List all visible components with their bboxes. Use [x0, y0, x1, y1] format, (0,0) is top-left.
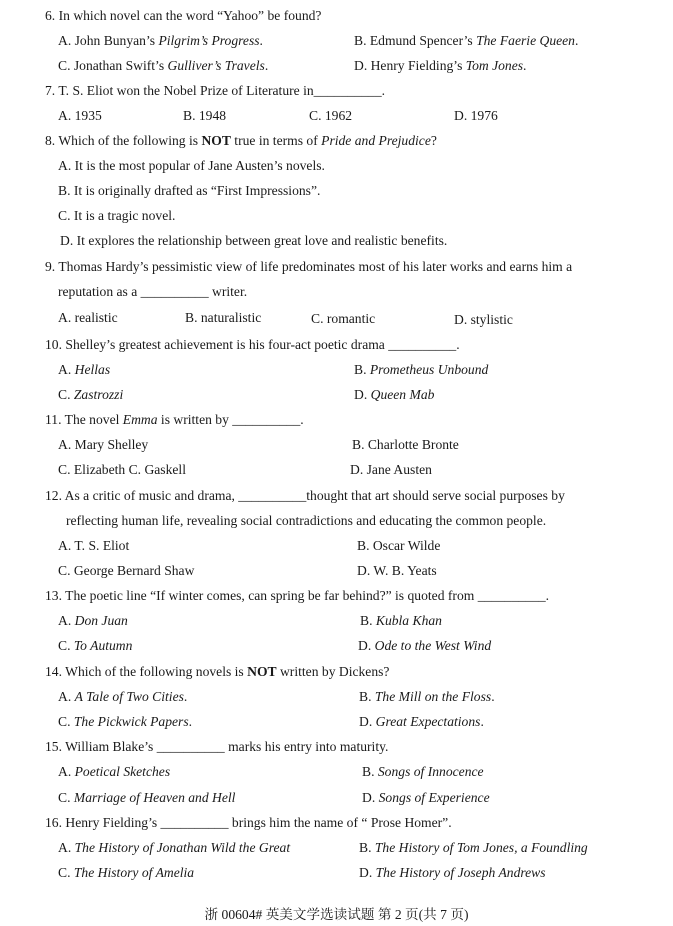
question-14-option-c: C. The Pickwick Papers. [58, 714, 193, 729]
question-16-stem: 16. Henry Fielding’s __________ brings him the name of “ Prose Homer”. [45, 815, 452, 830]
question-11-option-c: C. Elizabeth C. Gaskell [58, 462, 186, 477]
question-6-option-a: A. John Bunyan’s Pilgrim’s Progress. [58, 33, 263, 48]
question-8-option-a: A. It is the most popular of Jane Austen’s novels. [58, 158, 325, 173]
question-11-option-d: D. Jane Austen [350, 462, 432, 477]
question-15-option-c: C. Marriage of Heaven and Hell [58, 790, 236, 805]
question-15-option-d: D. Songs of Experience [362, 790, 490, 805]
question-16-option-d: D. The History of Joseph Andrews [359, 865, 546, 880]
question-10-stem: 10. Shelley’s greatest achievement is his four-act poetic drama __________. [45, 337, 460, 352]
question-10-option-d: D. Queen Mab [354, 387, 435, 402]
question-13-option-b: B. Kubla Khan [360, 613, 442, 628]
question-16-option-c: C. The History of Amelia [58, 865, 195, 880]
question-9-option-d: D. stylistic [454, 312, 513, 327]
question-9-option-b: B. naturalistic [185, 310, 262, 325]
question-13-option-c: C. To Autumn [58, 638, 133, 653]
question-12-stem-line-1: 12. As a critic of music and drama, __________thought that art should serve social purposes by [45, 488, 565, 503]
question-12-option-c: C. George Bernard Shaw [58, 563, 195, 578]
question-14-option-d: D. Great Expectations. [359, 714, 484, 729]
question-15-option-b: B. Songs of Innocence [362, 764, 484, 779]
question-10-option-c: C. Zastrozzi [58, 387, 124, 402]
question-12-option-b: B. Oscar Wilde [357, 538, 441, 553]
question-16-option-b: B. The History of Tom Jones, a Foundling [359, 840, 588, 855]
question-7-option-b: B. 1948 [183, 108, 227, 123]
question-13-option-a: A. Don Juan [58, 613, 128, 628]
question-12-stem-line-2: reflecting human life, revealing social contradictions and educating the common people. [66, 513, 547, 528]
question-10-option-a: A. Hellas [58, 362, 111, 377]
question-15-option-a: A. Poetical Sketches [58, 764, 171, 779]
question-10-option-b: B. Prometheus Unbound [354, 362, 489, 377]
question-9-option-c: C. romantic [311, 311, 376, 326]
question-7-option-d: D. 1976 [454, 108, 498, 123]
question-7-option-a: A. 1935 [58, 108, 102, 123]
question-7-option-c: C. 1962 [309, 108, 353, 123]
question-9-stem-line-2: reputation as a __________ writer. [58, 284, 248, 299]
question-14-option-a: A. A Tale of Two Cities. [58, 689, 188, 704]
question-14-option-b: B. The Mill on the Floss. [359, 689, 495, 704]
question-7-stem: 7. T. S. Eliot won the Nobel Prize of Literature in__________. [45, 83, 386, 98]
question-12-option-d: D. W. B. Yeats [357, 563, 437, 578]
question-6-stem: 6. In which novel can the word “Yahoo” be found? [45, 8, 322, 23]
question-13-option-d: D. Ode to the West Wind [358, 638, 492, 653]
question-6-option-d: D. Henry Fielding’s Tom Jones. [354, 58, 527, 73]
question-16-option-a: A. The History of Jonathan Wild the Great [58, 840, 291, 855]
question-8-stem: 8. Which of the following is NOT true in terms of Pride and Prejudice? [45, 133, 437, 148]
question-8-option-b: B. It is originally drafted as “First Impressions”. [58, 183, 321, 198]
question-11-stem: 11. The novel Emma is written by __________. [45, 412, 304, 427]
question-6-option-b: B. Edmund Spencer’s The Faerie Queen. [354, 33, 579, 48]
question-13-stem: 13. The poetic line “If winter comes, can spring be far behind?” is quoted from __________. [45, 588, 550, 603]
question-9-option-a: A. realistic [58, 310, 118, 325]
question-8-option-d: D. It explores the relationship between great love and realistic benefits. [60, 233, 448, 248]
question-15-stem: 15. William Blake’s __________ marks his entry into maturity. [45, 739, 389, 754]
question-14-stem: 14. Which of the following novels is NOT written by Dickens? [45, 664, 390, 679]
question-9-stem-line-1: 9. Thomas Hardy’s pessimistic view of life predominates most of his later works and earns him a [45, 259, 573, 274]
question-6-option-c: C. Jonathan Swift’s Gulliver’s Travels. [58, 58, 269, 73]
question-11-option-a: A. Mary Shelley [58, 437, 149, 452]
question-11-option-b: B. Charlotte Bronte [352, 437, 459, 452]
question-12-option-a: A. T. S. Eliot [58, 538, 130, 553]
page-footer: 浙 00604# 英美文学选读试题 第 2 页(共 7 页) [204, 907, 469, 922]
question-8-option-c: C. It is a tragic novel. [58, 208, 176, 223]
